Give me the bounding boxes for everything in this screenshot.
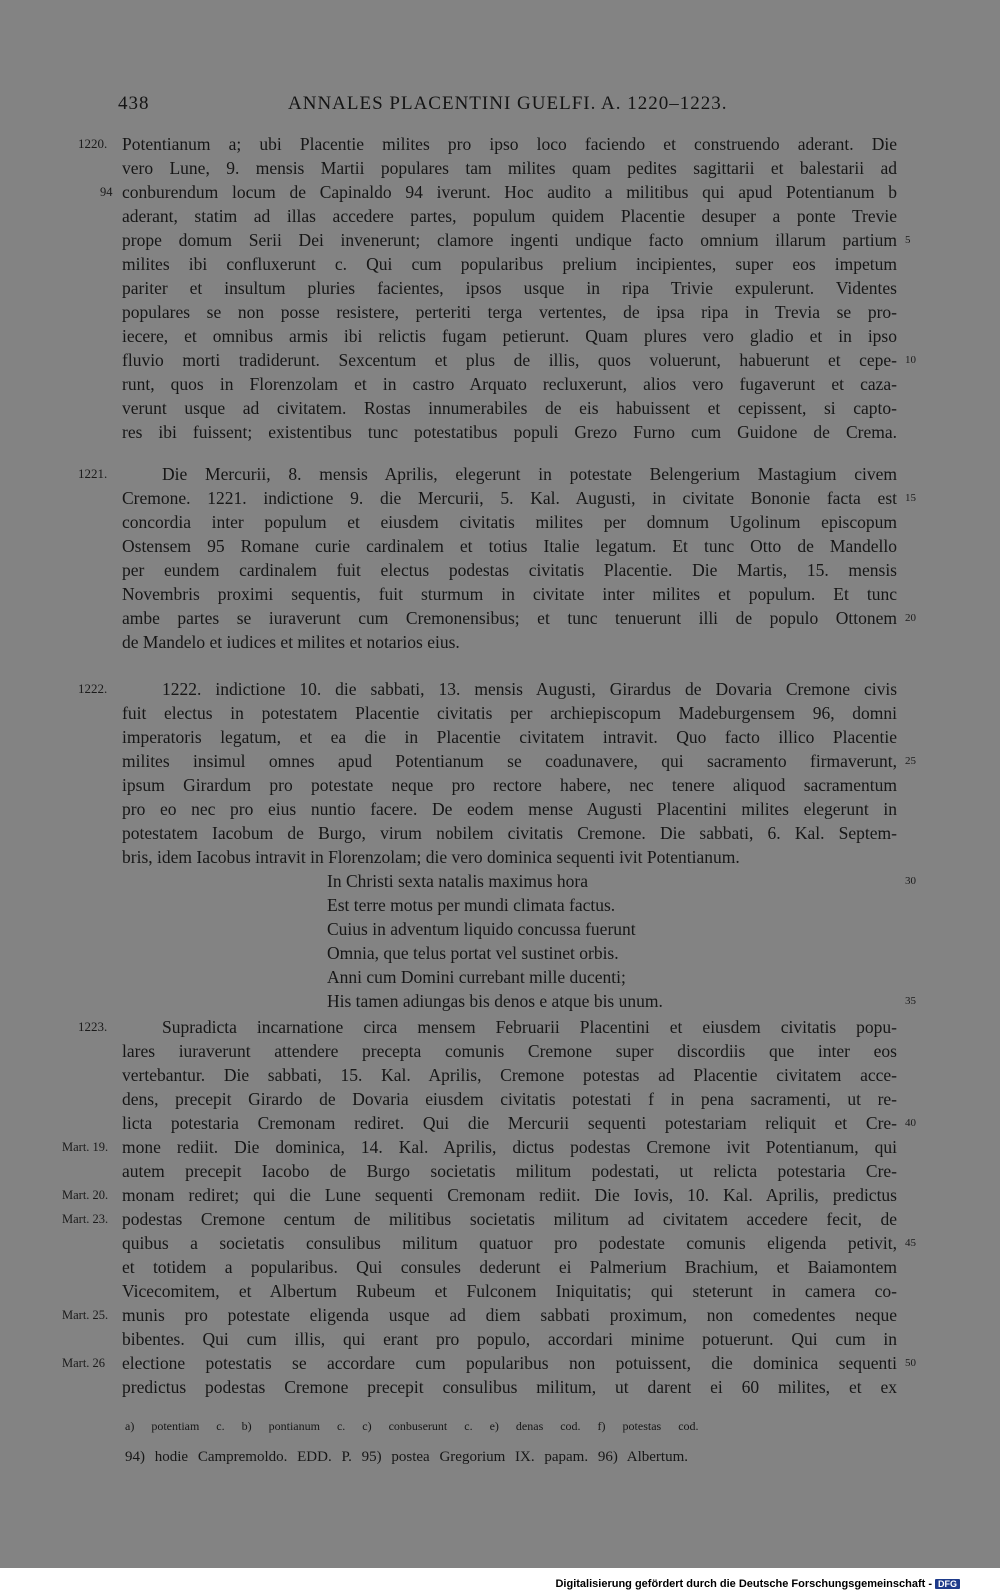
date-margin: Mart. 20. bbox=[62, 1188, 109, 1202]
text-line: Vicecomitem, et Albertum Rubeum et Fulconem Iniquitatis; qui steterunt in camera co- bbox=[122, 1281, 897, 1301]
text-line: milites insimul omnes apud Potentianum se coadunavere, qui sacramento firmaverunt, bbox=[122, 751, 897, 771]
text-line: pro eo nec pro eius nuntio facere. De eodem mense Augusti Placentini milites elegerunt in bbox=[122, 799, 897, 819]
text-line: Potentianum a; ubi Placentie milites pro ipso loco faciendo et construendo aderant. Die bbox=[122, 134, 897, 154]
line-number: 35 bbox=[905, 995, 916, 1007]
line-number: 50 bbox=[905, 1357, 916, 1369]
text-line: predictus podestas Cremone precepit consulibus militum, ut darent ei 60 milites, et ex bbox=[122, 1377, 897, 1397]
text-line: potestatem Iacobum de Burgo, virum nobilem civitatis Cremone. Die sabbati, 6. Kal. Septem- bbox=[122, 823, 897, 843]
line-number: 20 bbox=[905, 612, 916, 624]
text-line: munis pro potestate eligenda usque ad diem sabbati proximum, non comedentes neque bbox=[122, 1305, 897, 1325]
text-line: vertebantur. Die sabbati, 15. Kal. Aprilis, Cremone potestas ad Placentie civitatem acce- bbox=[122, 1065, 897, 1085]
text-line: et totidem a popularibus. Qui consules dederunt ei Palmerium Brachium, et Baiamontem bbox=[122, 1257, 897, 1277]
text-line: imperatoris legatum, et ea die in Placentie civitatem intravit. Quo facto illico Placentie bbox=[122, 727, 897, 747]
verse-line: Cuius in adventum liquido concussa fuerunt bbox=[327, 919, 636, 939]
text-line: res ibi fuissent; existentibus tunc potestatibus populi Grezo Furno cum Guidone de Crema. bbox=[122, 422, 897, 442]
text-line: prope domum Serii Dei invenerunt; clamore ingenti undique facto omnium illarum partium bbox=[122, 230, 897, 250]
footnote-margin-94: 94 bbox=[100, 185, 113, 199]
text-line: monam rediret; qui die Lune sequenti Cremonam rediit. Die Iovis, 10. Kal. Aprilis, predictus bbox=[122, 1185, 897, 1205]
year-margin-1220: 1220. bbox=[78, 136, 108, 151]
line-number: 15 bbox=[905, 492, 916, 504]
date-margin: Mart. 25. bbox=[62, 1308, 109, 1322]
text-line: mone rediit. Die dominica, 14. Kal. Aprilis, dictus podestas Cremone ivit Potentianum, qui bbox=[122, 1137, 897, 1157]
line-number: 40 bbox=[905, 1117, 916, 1129]
line-number: 10 bbox=[905, 354, 916, 366]
text-line: electione potestatis se accordare cum popularibus non potuissent, die dominica sequenti bbox=[122, 1353, 897, 1373]
dfg-logo: DFG bbox=[935, 1579, 960, 1589]
text-line: ipsum Girardum pro potestate neque pro rectore habere, nec tenere aliquod sacramentum bbox=[122, 775, 897, 795]
date-margin: Mart. 23. bbox=[62, 1212, 109, 1226]
text-line: Supradicta incarnatione circa mensem Februarii Placentini et eiusdem civitatis popu- bbox=[162, 1017, 897, 1037]
text-line: Die Mercurii, 8. mensis Aprilis, elegerunt in potestate Belengerium Mastagium civem bbox=[162, 464, 897, 484]
verse-line: Est terre motus per mundi climata factus. bbox=[327, 895, 616, 915]
text-line: bibentes. Qui cum illis, qui erant pro populo, accordari minime potuerunt. Qui cum in bbox=[122, 1329, 897, 1349]
text-line: fuit electus in potestatem Placentie civitatis per archiepiscopum Madeburgensem 96, domni bbox=[122, 703, 897, 723]
text-line: Novembris proximi sequentis, fuit sturmum in civitate inter milites et populum. Et tunc bbox=[122, 584, 897, 604]
year-margin-1223: 1223. bbox=[78, 1019, 108, 1034]
text-line: concordia inter populum et eiusdem civitatis milites per domnum Ugolinum episcopum bbox=[122, 512, 897, 532]
line-number: 45 bbox=[905, 1237, 916, 1249]
text-line: verunt usque ad civitatem. Rostas innumerabiles de eis habuissent et cepissent, si capto- bbox=[122, 398, 897, 418]
text-line: fluvio morti tradiderunt. Sexcentum et plus de illis, quos voluerunt, habuerunt et cepe- bbox=[122, 350, 897, 370]
text-line: milites ibi confluxerunt c. Qui cum popularibus prelium incipientes, super eos impetum bbox=[122, 254, 897, 274]
line-number: 30 bbox=[905, 875, 916, 887]
date-margin: Mart. 19. bbox=[62, 1140, 109, 1154]
dfg-credit bbox=[555, 1578, 960, 1590]
text-line: populares se non posse resistere, perteriti terga vertentes, de ipsa ripa in Trevia se pro- bbox=[122, 302, 897, 322]
dfg-credit-text: Digitalisierung gefördert durch die Deutsche Forschungsgemeinschaft - bbox=[555, 1578, 932, 1590]
date-margin: Mart. 26 bbox=[62, 1356, 106, 1370]
text-line: Cremone. 1221. indictione 9. die Mercurii, 5. Kal. Augusti, in civitate Bononie facta est bbox=[122, 488, 897, 508]
line-number: 5 bbox=[905, 234, 911, 246]
text-line: 1222. indictione 10. die sabbati, 13. mensis Augusti, Girardus de Dovaria Cremone civis bbox=[162, 679, 897, 699]
footnotes-variants: a) potentiam c. b) pontianum c. c) conbuserunt c. e) denas cod. f) potestas cod. bbox=[125, 1419, 699, 1433]
page-number: 438 bbox=[118, 93, 150, 114]
text-line: autem precepit Iacobo de Burgo societatis militum podestati, ut relicta potestaria Cre- bbox=[122, 1161, 897, 1181]
text-line: runt, quos in Florenzolam et in castro Arquato recluxerunt, alios vero fugaverunt et caza- bbox=[122, 374, 897, 394]
text-line: licta potestaria Cremonam rediret. Qui die Mercurii sequenti potestariam reliquit et Cre- bbox=[122, 1113, 897, 1133]
text-line: pariter et insultum pluries facientes, ipsos usque in ripa Trivie expulerunt. Videntes bbox=[122, 278, 897, 298]
year-margin-1221: 1221. bbox=[78, 466, 108, 481]
text-line: de Mandelo et iudices et milites et notarios eius. bbox=[122, 632, 460, 652]
line-number: 25 bbox=[905, 755, 916, 767]
text-line: lares iuraverunt attendere precepta comunis Cremone super discordiis que inter eos bbox=[122, 1041, 897, 1061]
running-title: ANNALES PLACENTINI GUELFI. A. 1220–1223. bbox=[288, 93, 728, 114]
footnotes-notes: 94) hodie Campremoldo. EDD. P. 95) postea Gregorium IX. papam. 96) Albertum. bbox=[125, 1449, 688, 1465]
text-line: per eundem cardinalem fuit electus podestas civitatis Placentie. Die Martis, 15. mensis bbox=[122, 560, 897, 580]
verse-line: Anni cum Domini currebant mille ducenti; bbox=[327, 967, 626, 987]
year-margin-1222: 1222. bbox=[78, 681, 108, 696]
text-line: vero Lune, 9. mensis Martii populares tam milites quam pedites sagittarii et balestarii ad bbox=[122, 158, 897, 178]
text-line: conburendum locum de Capinaldo 94 iverunt. Hoc audito a militibus qui apud Potentianum b bbox=[122, 182, 897, 202]
text-line: dens, precepit Girardo de Dovaria eiusdem civitatis potestati f in pena sacramenti, ut re- bbox=[122, 1089, 897, 1109]
verse-line: In Christi sexta natalis maximus hora bbox=[327, 871, 588, 891]
text-line: bris, idem Iacobus intravit in Florenzolam; die vero dominica sequenti ivit Potentianum. bbox=[122, 847, 740, 867]
text-line: podestas Cremone centum de militibus societatis militum ad civitatem accedere fecit, de bbox=[122, 1209, 897, 1229]
text-line: ambe partes se iuraverunt cum Cremonensibus; et tunc tenuerunt illi de populo Ottonem bbox=[122, 608, 897, 628]
text-line: Ostensem 95 Romane curie cardinalem et totius Italie legatum. Et tunc Otto de Mandello bbox=[122, 536, 897, 556]
text-line: iecere, et omnibus armis ibi relictis fugam petierunt. Quam plures vero gladio et in ipso bbox=[122, 326, 897, 346]
text-line: quibus a societatis consulibus militum quatuor pro podestate comunis eligenda petivit, bbox=[122, 1233, 897, 1253]
text-line: aderant, statim ad illas accedere partes, populum quidem Placentie desuper a ponte Trevie bbox=[122, 206, 897, 226]
verse-line: His tamen adiungas bis denos e atque bis unum. bbox=[327, 991, 663, 1011]
verse-line: Omnia, que telus portat vel sustinet orbis. bbox=[327, 943, 619, 963]
